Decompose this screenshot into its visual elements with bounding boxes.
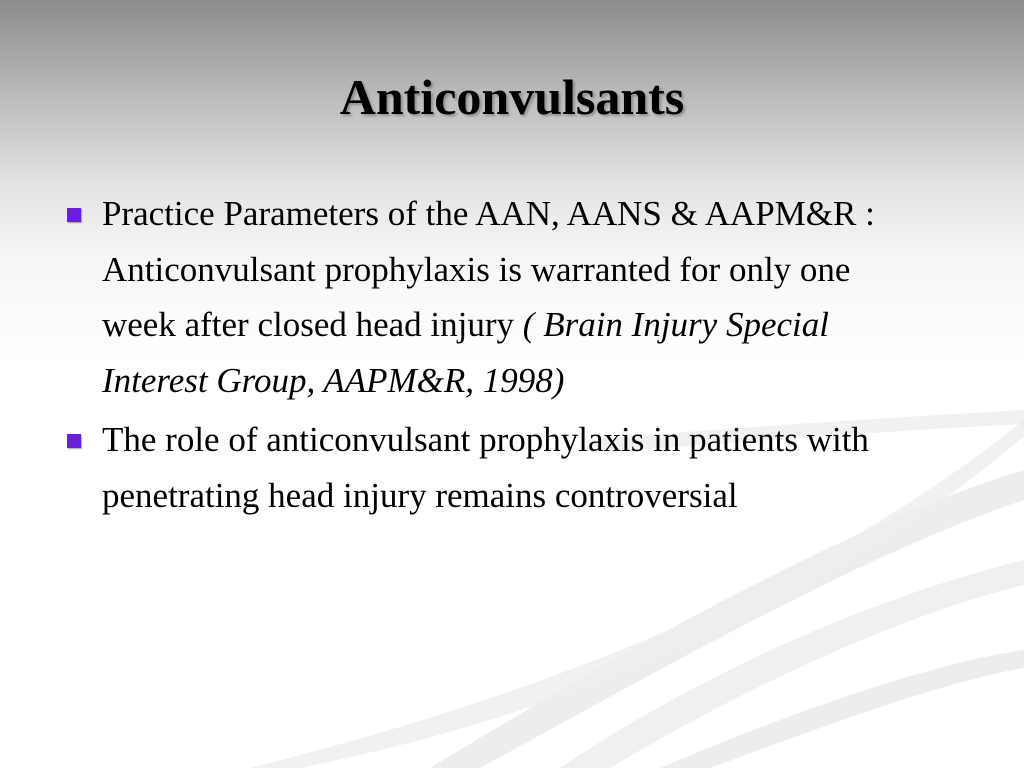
bullet-item	[64, 186, 924, 408]
bullet-text: The role of anticonvulsant prophylaxis in patients with penetrating head injury remains controversial	[102, 420, 869, 515]
slide-title: Anticonvulsants	[339, 69, 685, 125]
square-bullet-icon	[67, 434, 81, 448]
bullet-item	[64, 412, 924, 523]
bullet-list	[64, 186, 924, 527]
square-bullet-icon	[67, 208, 81, 222]
bullet-text: Practice Parameters of the AAN, AANS & AAPM&R : Anticonvulsant prophylaxis is warranted for only one week after closed head injury	[102, 194, 875, 344]
bullet-citation: ( Brain Injury Special Interest Group, AAPM&R, 1998)	[102, 305, 829, 400]
